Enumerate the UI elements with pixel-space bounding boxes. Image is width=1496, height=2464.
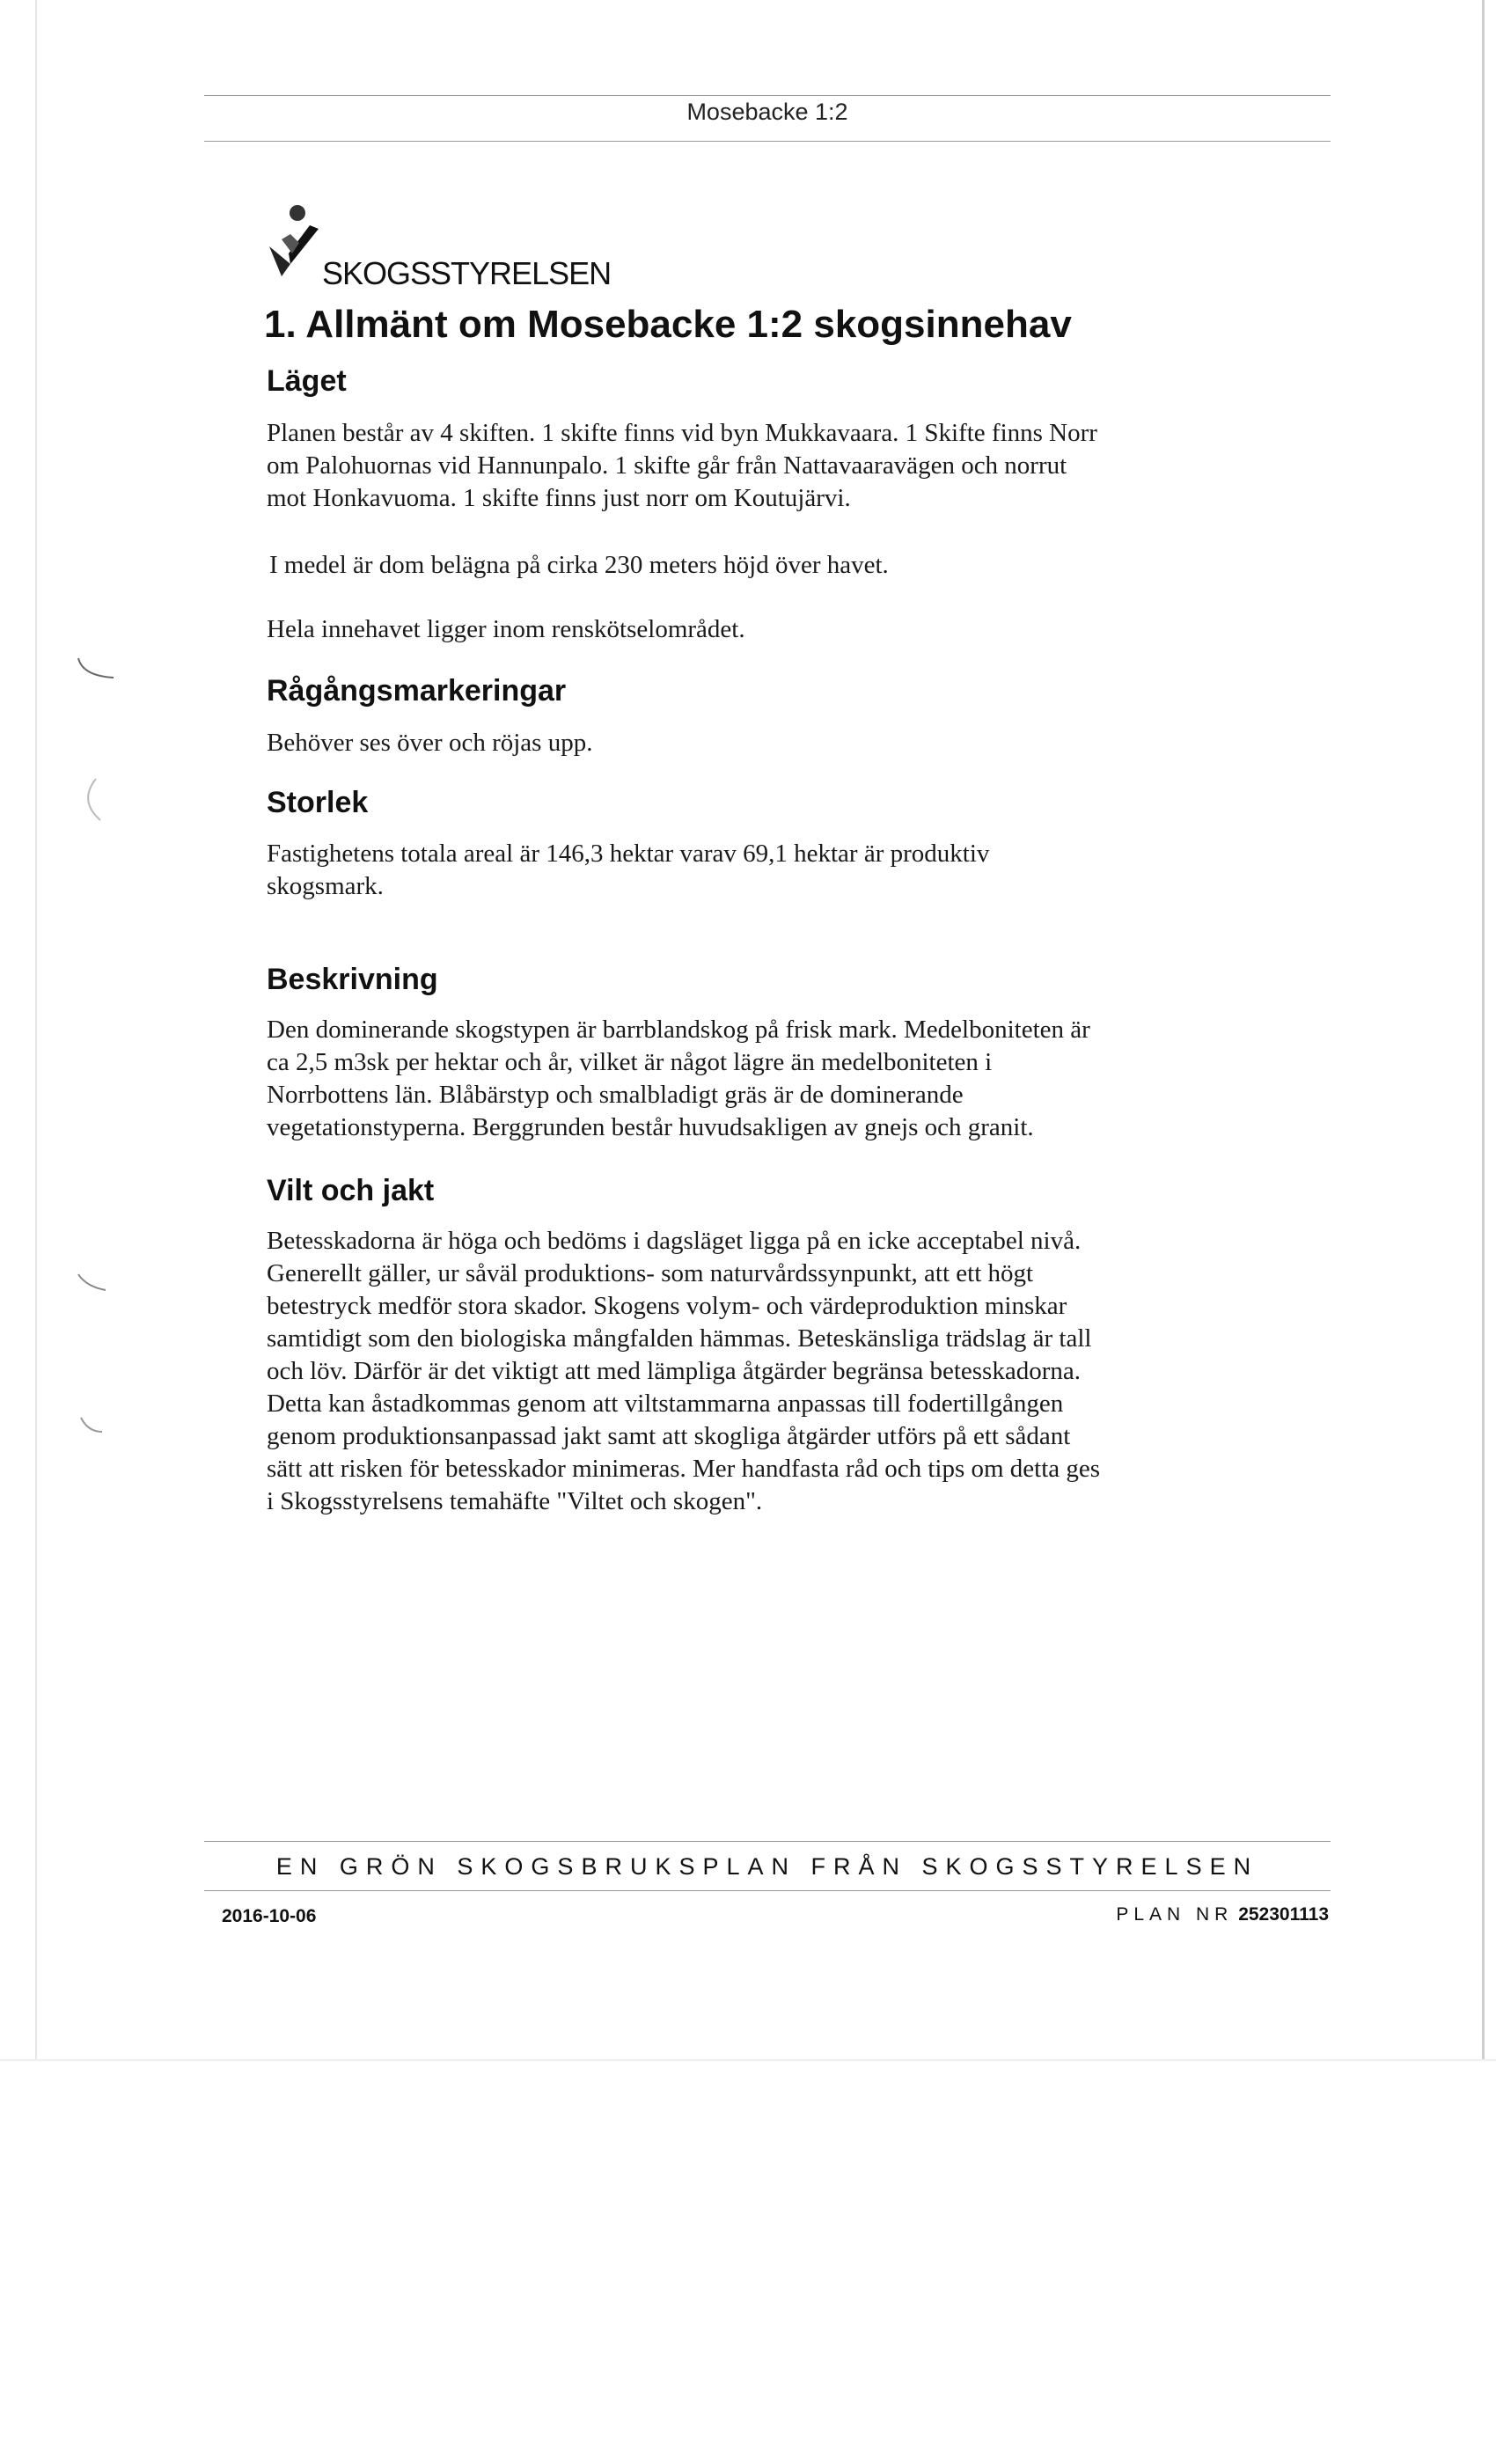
- text-line: Betesskadorna är höga och bedöms i dagsläget ligga på en icke acceptabel nivå.: [267, 1227, 1082, 1255]
- footer-plan-number: [1116, 1904, 1329, 1925]
- text-line: och löv. Därför är det viktigt att med lämpliga åtgärder begränsa betesskadorna.: [267, 1357, 1081, 1385]
- text-line: ca 2,5 m3sk per hektar och år, vilket är något lägre än medelboniteten i: [267, 1048, 993, 1076]
- heading-vilt-och-jakt: Vilt och jakt: [267, 1174, 435, 1207]
- heading-laget: Läget: [267, 364, 347, 398]
- text-line: samtidigt som den biologiska mångfalden hämmas. Beteskänsliga trädslag är tall: [267, 1324, 1092, 1353]
- footer-slogan: EN GRÖN SKOGSBRUKSPLAN FRÅN SKOGSSTYRELSEN: [275, 1853, 1259, 1880]
- binder-mark: [74, 1267, 127, 1302]
- text-line: i Skogsstyrelsens temahäfte "Viltet och skogen".: [267, 1487, 763, 1515]
- page-title: 1. Allmänt om Mosebacke 1:2 skogsinnehav: [264, 303, 1072, 346]
- scan-edge-left: [35, 0, 37, 2059]
- text-line: om Palohuornas vid Hannunpalo. 1 skifte går från Nattavaaravägen och norrut: [267, 451, 1067, 480]
- text-line: skogsmark.: [267, 872, 384, 900]
- text-line: Generellt gäller, ur såväl produktions- som naturvårdssynpunkt, att ett högt: [267, 1259, 1034, 1287]
- header-rule-bottom: [204, 141, 1331, 142]
- text-line: Planen består av 4 skiften. 1 skifte finns vid byn Mukkavaara. 1 Skifte finns Norr: [267, 419, 1097, 447]
- text-line: genom produktionsanpassad jakt samt att skogliga åtgärder utförs på ett sådant: [267, 1422, 1071, 1450]
- scan-edge-right: [1482, 0, 1485, 2059]
- paragraph-laget-1: [267, 417, 1217, 515]
- header-rule-top: [204, 95, 1331, 96]
- binder-mark: [74, 1412, 127, 1448]
- paragraph-ragang: Behöver ses över och röjas upp.: [267, 729, 593, 757]
- skogsstyrelsen-logo-icon: [264, 195, 326, 292]
- plan-number: 252301113: [1238, 1904, 1329, 1925]
- text-line: Fastighetens totala areal är 146,3 hektar varav 69,1 hektar är produktiv: [267, 840, 990, 868]
- text-line: sätt att risken för betesskador minimeras. Mer handfasta råd och tips om detta ges: [267, 1455, 1101, 1483]
- running-head: Mosebacke 1:2: [686, 99, 848, 125]
- footer-date: 2016-10-06: [222, 1906, 317, 1926]
- scan-bottom-edge: [0, 2059, 1496, 2061]
- paragraph-vilt: [267, 1225, 1217, 1518]
- text-line: mot Honkavuoma. 1 skifte finns just norr om Koutujärvi.: [267, 484, 851, 512]
- text-line: Detta kan åstadkommas genom att viltstammarna anpassas till fodertillgången: [267, 1390, 1064, 1418]
- binder-mark: [74, 774, 127, 827]
- paragraph-laget-3: Hela innehavet ligger inom renskötselområdet.: [267, 615, 745, 643]
- text-line: Den dominerande skogstypen är barrblandskog på frisk mark. Medelboniteten är: [267, 1016, 1090, 1044]
- logo: [264, 195, 704, 292]
- logo-text: SKOGSSTYRELSEN: [322, 255, 612, 291]
- heading-beskrivning: Beskrivning: [267, 963, 438, 996]
- paragraph-storlek: [267, 838, 1217, 903]
- text-line: vegetationstyperna. Berggrunden består huvudsakligen av gnejs och granit.: [267, 1113, 1034, 1141]
- heading-ragangsmarkeringar: Rågångsmarkeringar: [267, 674, 567, 708]
- footer-rule-bottom: [204, 1890, 1331, 1891]
- paragraph-beskrivning: [267, 1014, 1217, 1144]
- footer-rule-top: [204, 1841, 1331, 1842]
- binder-mark: [74, 651, 127, 686]
- paragraph-laget-2: I medel är dom belägna på cirka 230 meters höjd över havet.: [269, 551, 889, 579]
- heading-storlek: Storlek: [267, 786, 369, 819]
- text-line: Norrbottens län. Blåbärstyp och smalbladigt gräs är de dominerande: [267, 1081, 964, 1109]
- text-line: betestryck medför stora skador. Skogens volym- och värdeproduktion minskar: [267, 1292, 1067, 1320]
- plan-label: PLAN NR: [1116, 1904, 1234, 1925]
